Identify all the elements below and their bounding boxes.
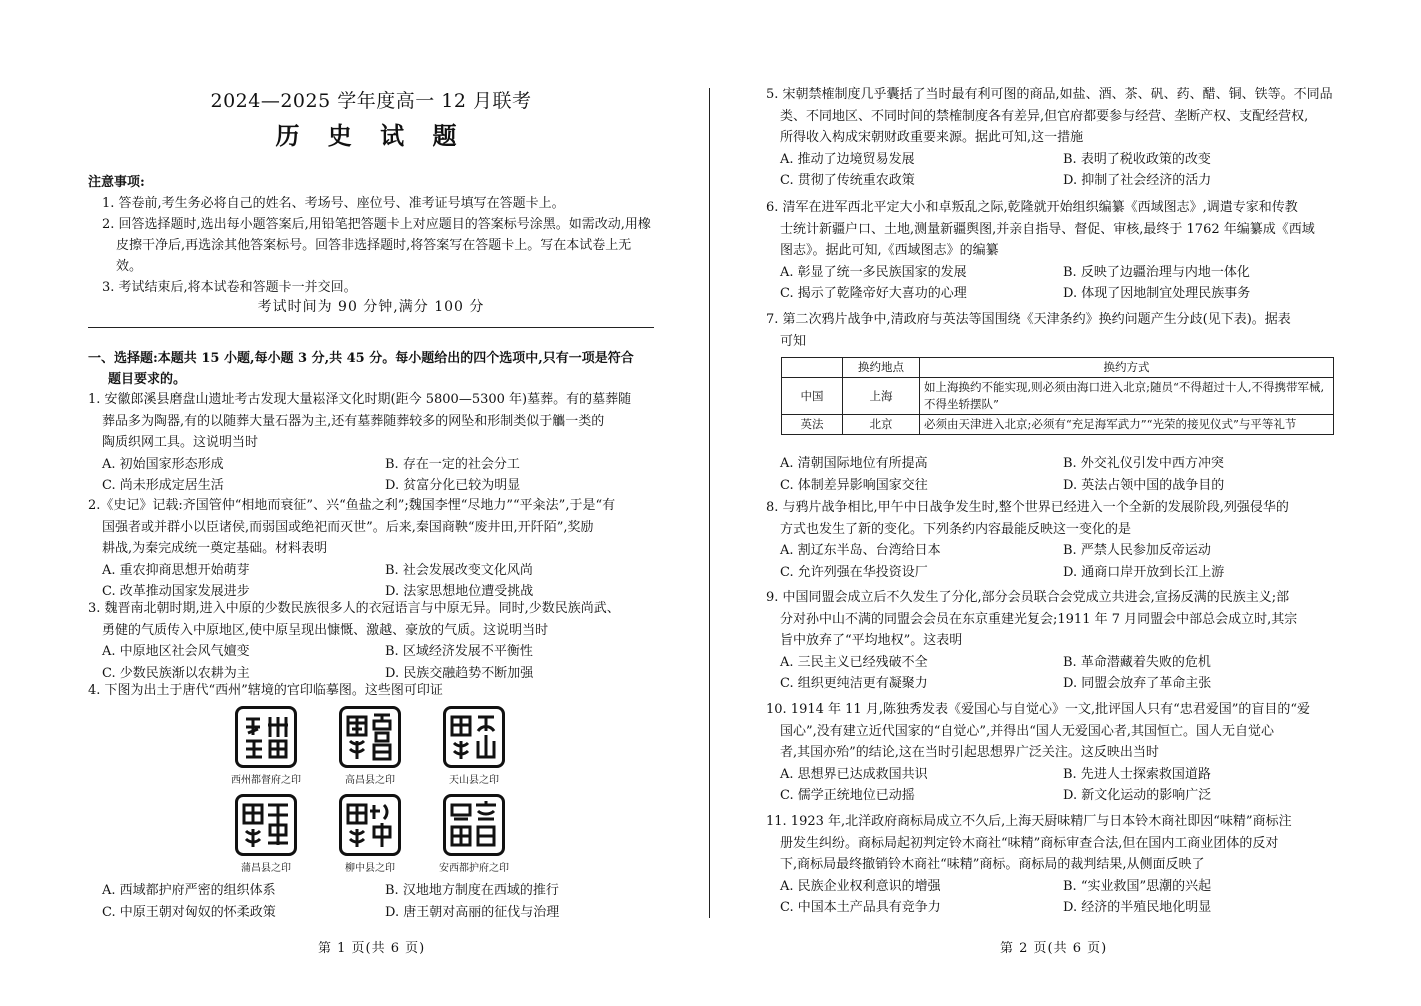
seal-figure: [230, 706, 530, 876]
question-stem: 国强者或并群小以臣诸侯,而弱国或绝祀而灭世”。后来,秦国商鞅“废井田,开阡陌”,奖励: [102, 519, 594, 535]
option-b: B. “实业救国”思潮的兴起: [1063, 878, 1212, 894]
subject-title: 历 史 试 题: [275, 121, 467, 150]
question-stem: 6. 清军在进军西北平定大小和卓叛乱之际,乾隆就开始组织编纂《西域图志》,调遣专家和传教: [766, 200, 1298, 215]
question-stem: 9. 中国同盟会成立后不久发生了分化,部分会员联合会党成立共进会,宣扬反满的民族主义;部: [766, 590, 1290, 605]
option-b: B. 汉地地方制度在西域的推行: [385, 883, 559, 898]
option-d: D. 通商口岸开放到长江上游: [1063, 564, 1225, 580]
option-d: D. 经济的半殖民地化明显: [1063, 900, 1212, 915]
seal-caption: 高昌县之印: [345, 775, 395, 786]
option-c: C. 儒学正统地位已动摇: [780, 788, 915, 803]
option-a: A. 西域都护府严密的组织体系: [102, 883, 276, 898]
page-divider: [709, 88, 710, 918]
option-b: B. 表明了税收政策的改变: [1063, 151, 1211, 167]
table-row: [782, 378, 1334, 415]
option-d: D. 抑制了社会经济的活力: [1063, 173, 1212, 188]
question-stem: 8. 与鸦片战争相比,甲午中日战争发生时,整个世界已经进入一个全新的发展阶段,列强侵华的: [766, 500, 1289, 515]
question-stem: 3. 魏晋南北朝时期,进入中原的少数民族很多人的衣冠语言与中原无异。同时,少数民族尚武、: [88, 601, 620, 616]
question-11: [766, 811, 1336, 919]
section-heading-line: 一、选择题:本题共 15 小题,每小题 3 分,共 45 分。每小题给出的四个选项中,只有一项是符合: [88, 351, 634, 366]
option-a: A. 割辽东半岛、台湾给日本: [780, 543, 941, 558]
table-cell: 必须由天津进入北京;必须有“充足海军武力”“光荣的接见仪式”与平等礼节: [920, 415, 1334, 435]
question-stem: 下,商标局最终撤销铃木商社“味精”商标。商标局的裁判结果,从侧面反映了: [780, 857, 1205, 872]
question-stem: 5. 宋朝禁榷制度几乎囊括了当时最有利可图的商品,如盐、酒、茶、矾、药、醋、铜、铁等。不同品: [766, 87, 1333, 102]
question-7: [766, 309, 1336, 352]
section-heading: [88, 348, 654, 390]
exam-time: 考试时间为 90 分钟,满分 100 分: [257, 299, 485, 315]
seal-image: [438, 706, 510, 786]
option-b: B. 存在一定的社会分工: [385, 456, 520, 472]
table-cell: 上海: [843, 378, 920, 415]
seal-image: [438, 794, 510, 874]
question-4: [88, 680, 654, 702]
option-b: B. 外交礼仪引发中西方冲突: [1063, 456, 1224, 471]
page-footer: 第 1 页(共 6 页): [318, 941, 426, 956]
seal-caption: 天山县之印: [449, 775, 499, 786]
option-a: A. 三民主义已经残破不全: [780, 654, 928, 670]
question-1: [88, 389, 654, 497]
table-header: 换约地点: [843, 358, 920, 378]
option-a: A. 彰显了统一多民族国家的发展: [780, 264, 967, 280]
option-c: C. 允许列强在华投资设厂: [780, 564, 928, 580]
option-d: D. 民族交融趋势不断加强: [385, 665, 534, 681]
question-stem: 葬品多为陶器,有的以随葬大量石器为主,还有墓葬随葬较多的网坠和形制类似于觿一类的: [102, 413, 605, 429]
option-a: A. 重农抑商思想开始萌芽: [102, 562, 250, 578]
seal-script-icon: [344, 711, 396, 763]
option-c: C. 少数民族渐以农耕为主: [102, 665, 250, 681]
question-stem: 所得收入构成宋朝财政重要来源。据此可知,这一措施: [780, 130, 1084, 145]
option-d: D. 贫富分化已较为明显: [385, 478, 521, 493]
option-a: A. 民族企业权利意识的增强: [780, 878, 941, 894]
option-d: D. 法家思想地位遭受挑战: [385, 584, 534, 599]
option-c: C. 体制差异影响国家交往: [780, 477, 928, 493]
question-stem: 者,其国亦殆”的结论,这在当时引起思想界广泛关注。这反映出当时: [780, 745, 1159, 760]
question-stem: 勇健的气质传入中原地区,使中原呈现出慷慨、激越、豪放的气质。这说明当时: [102, 622, 549, 638]
question-8: [766, 497, 1336, 583]
seal-script-icon: [448, 711, 500, 763]
option-d: D. 唐王朝对高丽的征伐与治理: [385, 904, 560, 920]
seal-image: [334, 706, 406, 786]
option-d: D. 体现了因地制宜处理民族事务: [1063, 286, 1251, 301]
option-a: A. 清朝国际地位有所提高: [780, 456, 928, 471]
notice-item: 1. 答卷前,考生务必将自己的姓名、考场号、座位号、准考证号填写在答题卡上。: [102, 196, 565, 211]
table-cell: 英法: [782, 415, 843, 435]
option-d: D. 英法占领中国的战争目的: [1063, 477, 1225, 493]
notice-item: 3. 考试结束后,将本试卷和答题卡一并交回。: [102, 280, 357, 295]
option-a: A. 推动了边境贸易发展: [780, 151, 915, 167]
question-5: [766, 84, 1336, 192]
exam-title: 2024—2025 学年度高一 12 月联考: [210, 90, 532, 112]
seal-image: [230, 706, 302, 786]
question-stem: 4. 下图为出土于唐代“西州”辖境的官印临摹图。这些图可印证: [88, 683, 443, 698]
option-c: C. 尚未形成定居生活: [102, 478, 224, 493]
seal-stamp: [443, 794, 505, 856]
seal-image: [230, 794, 302, 874]
question-stem: 1. 安徽郎溪县磨盘山遗址考古发现大量崧泽文化时期(距今 5800—5300 年)墓葬。有的墓葬随: [88, 392, 632, 407]
seal-caption: 柳中县之印: [345, 863, 395, 874]
seal-stamp: [235, 794, 297, 856]
option-a: A. 初始国家形态形成: [102, 456, 224, 472]
left-page: [0, 0, 710, 1006]
question-2: [88, 495, 654, 603]
table-header: 换约方式: [920, 358, 1334, 378]
question-stem: 分对孙中山不满的同盟会会员在东京重建光复会;1911 年 7 月同盟会中部总会成立时,其宗: [780, 611, 1298, 627]
question-6: [766, 197, 1336, 305]
question-stem: 11. 1923 年,北洋政府商标局成立不久后,上海天厨味精厂与日本铃木商社即因“味精”商标注: [766, 814, 1292, 829]
seal-caption: 安西都护府之印: [439, 863, 509, 874]
question-stem: 图志》。据此可知,《西域图志》的编纂: [780, 243, 999, 258]
question-stem: 耕战,为秦完成统一奠定基础。材料表明: [102, 541, 328, 556]
option-a: A. 中原地区社会风气嬗变: [102, 644, 250, 659]
seal-stamp: [235, 706, 297, 768]
divider-rule: [88, 327, 654, 328]
table-cell: 中国: [782, 378, 843, 415]
question-stem: 方式也发生了新的变化。下列条约内容最能反映这一变化的是: [780, 521, 1132, 537]
table-cell: 如上海换约不能实现,则必须由海口进入北京;随员“不得超过十人,不得携带军械,不得坐轿摆队”: [920, 378, 1334, 415]
option-b: B. 区域经济发展不平衡性: [385, 644, 533, 659]
seal-stamp: [339, 794, 401, 856]
seal-script-icon: [240, 799, 292, 851]
question-stem: 可知: [780, 333, 807, 349]
seal-script-icon: [344, 799, 396, 851]
option-b: B. 社会发展改变文化风尚: [385, 562, 533, 578]
question-3: [88, 598, 654, 684]
table-header: [782, 358, 843, 378]
notice-item: 2. 回答选择题时,选出每小题答案后,用铅笔把答题卡上对应题目的答案标号涂黑。如需改动,用橡皮擦干净后,再选涂其他答案标号。回答非选择题时,将答案写在答题卡上。写在本试卷上无效。: [102, 217, 651, 274]
option-c: C. 贯彻了传统重农政策: [780, 173, 915, 188]
question-stem: 士统计新疆户口、土地,测量新疆舆图,并亲自指导、督促、审核,最终于 1762 年编纂成《西域: [780, 221, 1315, 237]
option-b: B. 严禁人民参加反帝运动: [1063, 543, 1211, 558]
option-b: B. 先进人士探索救国道路: [1063, 766, 1211, 782]
seal-script-icon: [448, 799, 500, 851]
option-c: C. 中原王朝对匈奴的怀柔政策: [102, 904, 276, 920]
notice-heading: 注意事项:: [88, 175, 145, 190]
question-stem: 类、不同地区、不同时间的禁榷制度各有差异,但官府都要参与经营、垄断产权、支配经营权,: [780, 108, 1309, 124]
option-b: B. 革命潜藏着失败的危机: [1063, 654, 1211, 670]
option-c: C. 揭示了乾隆帝好大喜功的心理: [780, 286, 967, 301]
table-header-row: [782, 358, 1334, 378]
seal-stamp: [443, 706, 505, 768]
question-7-options: [766, 453, 1336, 496]
table-cell: 北京: [843, 415, 920, 435]
question-stem: 10. 1914 年 11 月,陈独秀发表《爱国心与自觉心》一文,批评国人只有“忠君爱国”的盲目的“爱: [766, 702, 1311, 717]
seal-caption: 蒲昌县之印: [241, 863, 291, 874]
option-a: A. 思想界已达成救国共识: [780, 766, 928, 782]
question-stem: 国心”,没有建立近代国家的“自觉心”,并得出“国人无爱国心者,其国恒亡。国人无自觉心: [780, 723, 1274, 739]
question-10: [766, 699, 1336, 807]
option-c: C. 中国本土产品具有竞争力: [780, 900, 941, 915]
option-c: C. 组织更纯洁更有凝聚力: [780, 676, 928, 691]
option-d: D. 新文化运动的影响广泛: [1063, 788, 1212, 803]
option-c: C. 改革推动国家发展进步: [102, 584, 250, 599]
option-d: D. 同盟会放弃了革命主张: [1063, 676, 1212, 691]
question-9: [766, 587, 1336, 695]
seal-image: [334, 794, 406, 874]
treaty-table: [781, 357, 1334, 435]
question-stem: 旨中放弃了“平均地权”。这表明: [780, 633, 963, 648]
question-stem: 册发生纠纷。商标局起初判定铃木商社“味精”商标审查合法,但在国内工商业团体的反对: [780, 835, 1279, 851]
question-stem: 2.《史记》记载:齐国管仲“相地而衰征”、兴“鱼盐之利”;魏国李悝“尽地力”“平籴法”,于是“有: [88, 498, 616, 513]
seal-caption: 西州都督府之印: [231, 775, 301, 786]
seal-stamp: [339, 706, 401, 768]
page-footer: 第 2 页(共 6 页): [1000, 941, 1108, 956]
question-4-options: [88, 880, 654, 923]
section-heading-line: 题目要求的。: [108, 372, 187, 387]
question-stem: 7. 第二次鸦片战争中,清政府与英法等国围绕《天津条约》换约问题产生分歧(见下表)。据表: [766, 312, 1291, 327]
notice-block: [88, 172, 654, 298]
table-row: [782, 415, 1334, 435]
question-stem: 陶质织网工具。这说明当时: [102, 435, 259, 450]
seal-script-icon: [240, 711, 292, 763]
option-b: B. 反映了边疆治理与内地一体化: [1063, 264, 1250, 280]
